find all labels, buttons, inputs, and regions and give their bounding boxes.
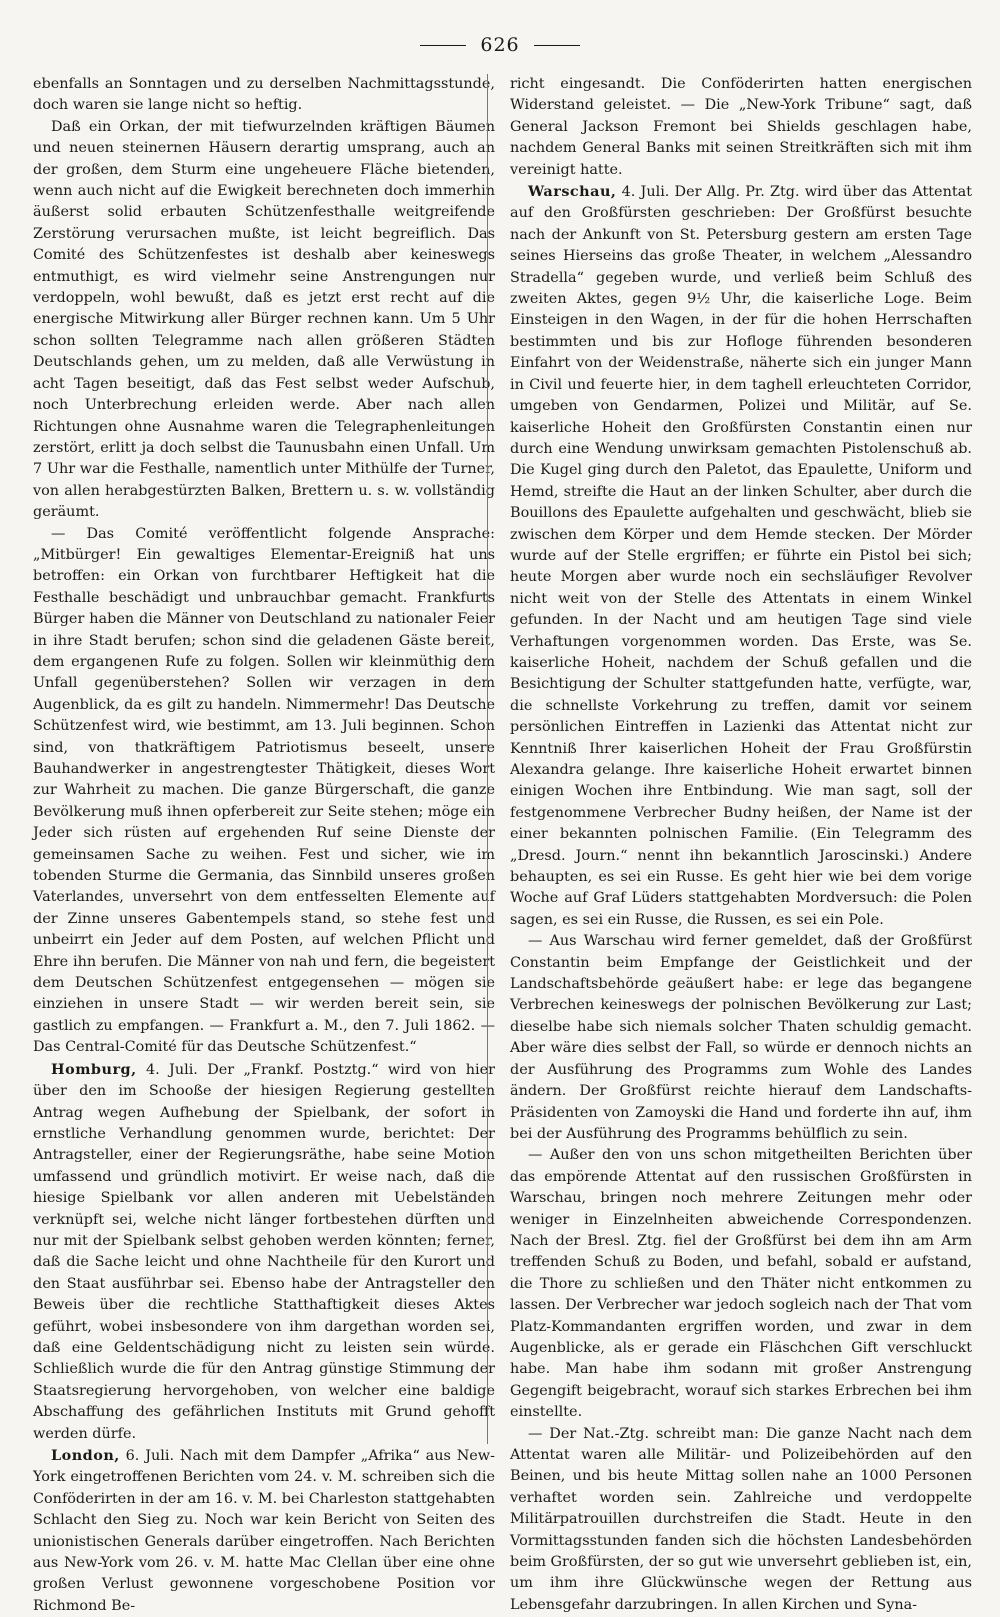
paragraph-continuation	[33, 74, 495, 117]
page-header	[0, 34, 1000, 56]
paragraph-text: 4. Juli. Der Allg. Pr. Ztg. wird über das Attentat auf den Großfürsten geschrieben: Der Großfürst besuchte nach der Ankunft von St. Petersburg gestern am ersten Tage seines Hierseins das große Theater, in welchem „Alessandro Stradella“ gegeben wurde, und verließ beim Schluß des zweiten Aktes, gegen 9½ Uhr, die kaiserliche Loge. Beim Einsteigen in den Wagen, in der für die hohen Herrschaften bestimmten und bis zur Hofloge führenden besonderen Einfahrt von der Weidenstraße, näherte sich ein junger Mann in Civil und feuerte hier, in dem taghell erleuchteten Corridor, umgeben von Gendarmen, Polizei und Militär, auf Se. kaiserliche Hoheit den Großfürsten Constantin einen nur durch eine Wendung unwirksam gemachten Pistolenschuß ab. Die Kugel ging durch den Paletot, das Epaulette, Uniform und Hemd, streifte die Haut an der linken Schulter, aber durch die Bouillons des Epaulette aufgehalten und geschwächt, blieb sie zwischen dem Körper und dem Hemde stecken. Der Mörder wurde auf der Stelle ergriffen; er führte ein Pistol bei sich; heute Morgen aber wurde noch ein sechsläufiger Revolver nicht weit von der Stelle des Attentats in einem Winkel gefunden. In der Nacht und am heutigen Tage sind viele Verhaftungen vorgenommen worden. Das Erste, was Se. kaiserliche Hoheit, nachdem der Schuß gefallen und die Besichtigung der Schulter stattgefunden hatte, verfügte, war, die schnellste Vorkehrung zu treffen, damit vor seinem persönlichen Eintreffen in Lazienki das Attentat nicht zur Kenntniß Ihrer kaiserlichen Hoheit der Frau Großfürstin Alexandra gelange. Ihre kaiserliche Hoheit erwartet binnen einigen Wochen ihre Entbindung. Wie man sagt, soll der festgenommene Verbrecher Budny heißen, der Name ist der einer bekannten polnischen Familie. (Ein Telegramm des „Dresd. Journ.“ nennt ihn bekanntlich Jaroscinski.) Andere behaupten, es sei ein Russe. Es geht hier wie bei dem vorige Woche auf Graf Lüders stattgehabten Mordversuch: die Polen sagen, es sei ein Russe, die Russen, es sei ein Pole.	[510, 184, 972, 928]
paragraph	[510, 931, 972, 1145]
dateline-place: Homburg,	[51, 1060, 137, 1078]
paragraph-text: ebenfalls an Sonntagen und zu derselben Nachmittagsstunde, doch waren sie lange nicht so heftig.	[33, 76, 495, 114]
paragraph-text: 4. Juli. Der „Frankf. Postztg.“ wird von hier über den im Schooße der hiesigen Regierung gestellten Antrag wegen Aufhebung der Spielbank, der sofort in ernstliche Verhandlung genommen wurde, berichtet: Der Antragsteller, einer der Regierungsräthe, habe seine Motion umfassend und gründlich motivirt. Er weise nach, daß die hiesige Spielbank vor allen anderen mit Uebelständen verknüpft sei, welche nicht länger fortbestehen dürften und nur mit der Spielbank selbst gehoben werden könnten; ferner, daß die Sache leicht und ohne Nachtheile für den Kurort und den Staat ausführbar sei. Ebenso habe der Antragsteller den Beweis über die rechtliche Statthaftigkeit dieses Aktes geführt, wobei insbesondere von ihm dargethan worden sei, daß eine Geldentschädigung nicht zu leisten sein würde. Schließlich wurde die für den Antrag günstige Stimmung der Staatsregierung hervorgehoben, von welcher eine baldige Abschaffung des gefährlichen Instituts mit Grund gehofft werden dürfe.	[33, 1061, 495, 1442]
paragraph-text: Daß ein Orkan, der mit tiefwurzelnden kräftigen Bäumen und neuen steinernen Häusern derartig umsprang, auch an der großen, dem Sturm eine ungeheuere Fläche bietenden, wenn auch nicht auf die Ewigkeit berechneten doch immerhin äußerst solid erbauten Schützenfesthalle weitgreifende Zerstörung verursachen mußte, ist leicht begreiflich. Das Comité des Schützenfestes ist deshalb aber keineswegs entmuthigt, es wird vielmehr seine Anstrengungen nur verdoppeln, wohl bewußt, daß es jetzt erst recht auf die energische Mitwirkung aller Bürger rechnen kann. Um 5 Uhr schon sollten Telegramme nach allen größeren Städten Deutschlands gehen, um zu melden, daß alle Verwüstung in acht Tagen beseitigt, daß das Fest selbst weder Aufschub, noch Unterbrechung erleiden werde. Aber nach allen Richtungen ohne Ausnahme waren die Telegraphenleitungen zerstört, erlitt ja doch selbst die Taunusbahn einen Unfall. Um 7 Uhr war die Festhalle, namentlich unter Mithülfe der Turner, von allen herabgestürzten Balken, Brettern u. s. w. vollständig geräumt.	[33, 118, 495, 521]
paragraph-text: richt eingesandt. Die Conföderirten hatten energischen Widerstand geleistet. — Die „New-York Tribune“ sagt, daß General Jackson Fremont bei Shields geschlagen habe, nachdem General Banks mit seinen Streitkräften sich mit ihm vereinigt hatte.	[510, 76, 972, 178]
dateline-place: Warschau,	[528, 183, 617, 201]
news-item	[510, 181, 972, 931]
left-column	[33, 74, 495, 1614]
paragraph-text: 6. Juli. Nach mit dem Dampfer „Afrika“ aus New-York eingetroffenen Berichten vom 24. v. M. schreiben sich die Conföderirten in der am 16. v. M. bei Charleston stattgehabten Schlacht den Sieg zu. Noch war kein Bericht von Seiten des unionistischen Generals darüber eingetroffen. Nach Berichten aus New-York vom 26. v. M. hatte Mac Clellan über eine ohne großen Verlust gewonnene vorgeschobene Position vor Richmond Be-	[33, 1448, 495, 1614]
paragraph	[33, 524, 495, 1059]
right-column	[510, 74, 973, 1613]
paragraph-text: — Der Nat.-Ztg. schreibt man: Die ganze Nacht nach dem Attentat waren alle Militär- und Polizeibehörden auf den Beinen, und bis heute Mittag sollen nahe an 1000 Personen verhaftet worden sein. Zahlreiche und verdoppelte Militärpatrouillen durchstreifen die Stadt. Heute in den Vormittagsstunden fanden sich die höchsten Landesbehörden beim Großfürsten, der so gut wie unversehrt geblieben ist, ein, um ihm ihre Glückwünsche wegen der Rettung aus Lebensgefahr darzubringen. In allen Kirchen und Syna-	[510, 1425, 973, 1613]
header-rule-left	[420, 45, 466, 46]
paragraph	[510, 1145, 972, 1423]
column-divider	[487, 74, 488, 1444]
dateline-place: London,	[51, 1447, 120, 1464]
paragraph	[510, 1424, 972, 1617]
paragraph-text: — Aus Warschau wird ferner gemeldet, daß der Großfürst Constantin beim Empfange der Geistlichkeit und der Landschaftsbehörde geäußert habe: er lege das begangene Verbrechen keineswegs der polnischen Bevölkerung zur Last; dieselbe habe sich niemals solcher Thaten schuldig gemacht. Aber wäre dies selbst der Fall, so würde er dennoch nichts an der Ausführung des Programms zum Wohle des Landes ändern. Der Großfürst reichte hierauf dem Landschafts-Präsidenten von Zamoyski die Hand und forderte ihn auf, ihm bei der Ausführung des Programms behülflich zu sein.	[510, 933, 972, 1142]
news-item	[33, 1059, 495, 1445]
page-number: 626	[480, 34, 520, 56]
paragraph-continuation	[510, 74, 972, 181]
paragraph	[33, 117, 495, 524]
news-item	[33, 1445, 495, 1617]
header-rule-right	[534, 45, 580, 46]
paragraph-text: — Das Comité veröffentlicht folgende Ansprache: „Mitbürger! Ein gewaltiges Elementar-Ereigniß hat uns betroffen: ein Orkan von furchtbarer Heftigkeit hat die Festhalle beschädigt und unbrauchbar gemacht. Frankfurts Bürger haben die Männer von Deutschland zu nationaler Feier in ihre Stadt berufen; schon sind die geladenen Gäste bereit, dem ergangenen Rufe zu folgen. Sollen wir kleinmüthig dem Unfall gegenüberstehen? Sollen wir verzagen in dem Augenblick, da es gilt zu handeln. Nimmermehr! Das Deutsche Schützenfest wird, wie bestimmt, am 13. Juli beginnen. Schon sind, von thatkräftigem Patriotismus beseelt, unsere Bauhandwerker in angestrengtester Thätigkeit, dieses Wort zur Wahrheit zu machen. Die ganze Bürgerschaft, die ganze Bevölkerung muß ihnen opferbereit zur Seite stehen; möge ein Jeder sich rüsten auf ergehenden Ruf seine Dienste der gemeinsamen Sache zu weihen. Fest und sicher, wie im tobenden Sturme die Germania, das Sinnbild unseres großen Vaterlandes, unversehrt von dem entfesselten Elemente auf der Zinne unseres Gabentempels stand, so stehe fest und unbeirrt ein Jeder auf dem Posten, auf welchen Pflicht und Ehre ihn berufen. Die Männer von nah und fern, die begeistert dem Deutschen Schützenfest entgegensehen — mögen sie einziehen in unsere Stadt — wir werden bereit sein, sie gastlich zu empfangen. — Frankfurt a. M., den 7. Juli 1862. — Das Central-Comité für das Deutsche Schützenfest.“	[33, 525, 495, 1056]
paragraph-text: — Außer den von uns schon mitgetheilten Berichten über das empörende Attentat auf den russischen Großfürsten in Warschau, bringen noch mehrere Zeitungen mehr oder weniger in Einzelnheiten abweichende Correspondenzen. Nach der Bresl. Ztg. fiel der Großfürst bei dem ihn am Arm treffenden Schuß zu Boden, und befahl, sobald er aufstand, die Thore zu schließen und den Thäter nicht entkommen zu lassen. Der Verbrecher war jedoch sogleich nach der That vom Platz-Kommandanten ergriffen worden, und zwar in dem Augenblicke, als er gerade ein Fläschchen Gift verschluckt habe. Man habe ihm sodann mit großer Anstrengung Gegengift beigebracht, worauf sich starkes Erbrechen bei ihm einstellte.	[510, 1147, 972, 1421]
